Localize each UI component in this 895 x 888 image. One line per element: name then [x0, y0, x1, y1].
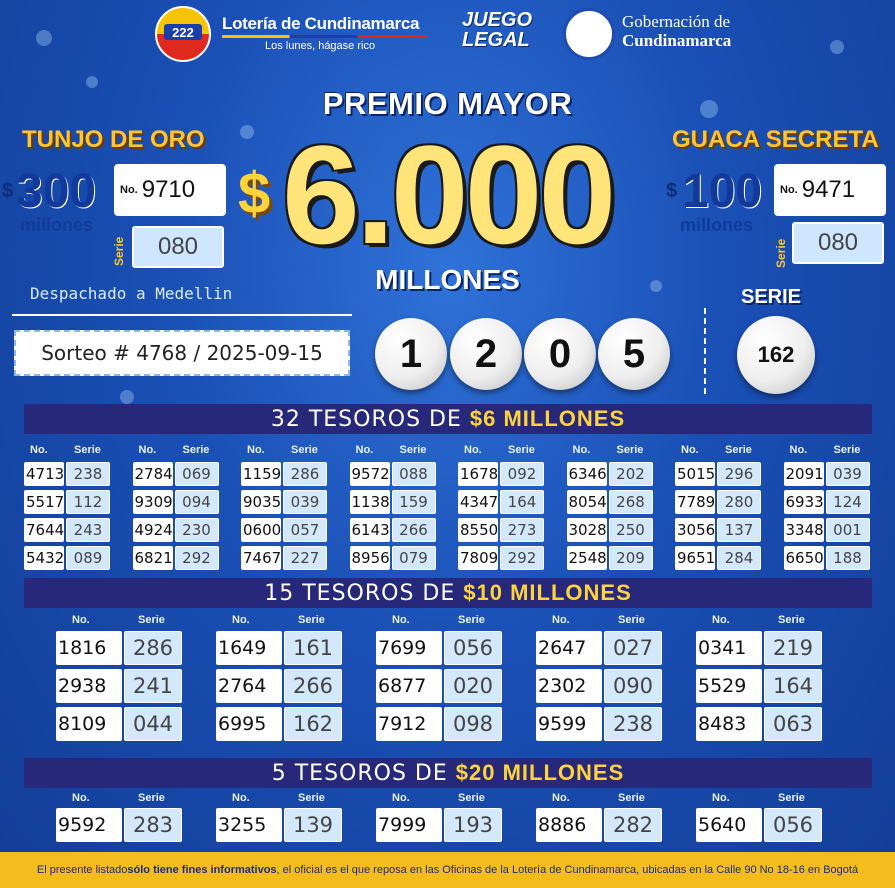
result-number: 3056: [675, 518, 715, 542]
result-serie: 039: [826, 462, 870, 486]
result-number: 7699: [376, 631, 442, 665]
result-number: 5015: [675, 462, 715, 486]
result-number: 6933: [784, 490, 824, 514]
tesoros-6-title: [24, 404, 872, 434]
result-serie: 292: [500, 546, 544, 570]
result-number: 1159: [241, 462, 281, 486]
result-number: 6650: [784, 546, 824, 570]
result-number: 2647: [536, 631, 602, 665]
loteria-name: Lotería de Cundinamarca: [222, 14, 420, 33]
result-number: 0600: [241, 518, 281, 542]
result-number: 2548: [567, 546, 607, 570]
result-serie: 286: [124, 631, 182, 665]
result-number: 5432: [24, 546, 64, 570]
result-serie: 057: [283, 518, 327, 542]
bokeh-light: [240, 125, 254, 139]
result-serie: 001: [826, 518, 870, 542]
result-number: 3348: [784, 518, 824, 542]
flag-stripe: [222, 35, 427, 38]
winning-digit-ball: 5: [598, 318, 670, 390]
result-number: 7999: [376, 808, 442, 842]
result-serie: 243: [66, 518, 110, 542]
result-number: 7467: [241, 546, 281, 570]
result-serie: 159: [392, 490, 436, 514]
footer-disclaimer: [0, 852, 895, 888]
divider: [12, 314, 352, 316]
tesoros-10-prefix: 15 TESOROS DE: [264, 581, 464, 606]
result-number: 8054: [567, 490, 607, 514]
column-header-no: No.: [552, 792, 570, 804]
column-header-serie: Serie: [298, 792, 325, 804]
result-number: 3255: [216, 808, 282, 842]
result-serie: 219: [764, 631, 822, 665]
result-number: 1649: [216, 631, 282, 665]
result-serie: 164: [500, 490, 544, 514]
result-serie: 292: [175, 546, 219, 570]
column-header-serie: Serie: [778, 614, 805, 626]
result-serie: 056: [444, 631, 502, 665]
tesoros-20-amount: $20 MILLONES: [455, 760, 625, 785]
tesoros-20-title: [24, 758, 872, 788]
result-serie: 283: [124, 808, 182, 842]
guaca-number: 9471: [801, 176, 856, 203]
column-header-serie: Serie: [616, 444, 644, 456]
column-header-no: No.: [30, 444, 48, 456]
result-serie: 280: [717, 490, 761, 514]
svg-text:222: 222: [172, 25, 194, 40]
column-header-no: No.: [464, 444, 482, 456]
result-serie: 241: [124, 669, 182, 703]
gobernacion-text: [622, 12, 731, 50]
column-header-no: No.: [572, 444, 591, 456]
result-number: 6995: [216, 707, 282, 741]
result-serie: 090: [604, 669, 662, 703]
tesoros-6-amount: $6 MILLONES: [469, 406, 626, 431]
column-header-serie: Serie: [618, 792, 645, 804]
result-number: 9309: [133, 490, 173, 514]
tunjo-number-box: [114, 164, 226, 216]
result-serie: 089: [66, 546, 110, 570]
result-number: 9035: [241, 490, 281, 514]
result-number: 1678: [458, 462, 498, 486]
column-header-no: No.: [247, 444, 265, 456]
result-serie: 056: [764, 808, 822, 842]
result-number: 9651: [675, 546, 715, 570]
result-serie: 266: [284, 669, 342, 703]
juego-legal-text: JUEGO LEGAL: [462, 9, 533, 51]
guaca-amount: 100: [682, 165, 763, 218]
result-number: 0341: [696, 631, 762, 665]
result-number: 4924: [133, 518, 173, 542]
result-number: 7644: [24, 518, 64, 542]
result-serie: 238: [66, 462, 110, 486]
result-serie: 094: [175, 490, 219, 514]
sorteo-box: Sorteo # 4768 / 2025-09-15: [14, 330, 350, 376]
premio-mayor-unit: MILLONES: [375, 264, 520, 295]
column-header-serie: Serie: [298, 614, 325, 626]
result-number: 1138: [350, 490, 390, 514]
result-number: 7809: [458, 546, 498, 570]
result-serie: 202: [609, 462, 653, 486]
result-serie: 193: [444, 808, 502, 842]
result-number: 7912: [376, 707, 442, 741]
result-serie: 088: [392, 462, 436, 486]
result-serie: 161: [284, 631, 342, 665]
guaca-title: GUACA SECRETA: [672, 126, 879, 153]
guaca-serie-label: Serie: [774, 238, 788, 268]
tunjo-currency: $: [2, 180, 14, 202]
column-header-serie: Serie: [833, 444, 861, 456]
premio-mayor-currency: $: [238, 161, 271, 226]
column-header-no: No.: [681, 444, 699, 456]
result-serie: 250: [609, 518, 653, 542]
result-serie: 027: [604, 631, 662, 665]
result-serie: 063: [764, 707, 822, 741]
column-header-no: No.: [712, 792, 730, 804]
result-number: 4347: [458, 490, 498, 514]
result-serie: 188: [826, 546, 870, 570]
result-serie: 296: [717, 462, 761, 486]
result-number: 5529: [696, 669, 762, 703]
result-number: 3028: [567, 518, 607, 542]
footer-part1: El presente listado: [36, 864, 128, 876]
result-number: 8483: [696, 707, 762, 741]
tesoros-20-prefix: 5 TESOROS DE: [271, 761, 456, 786]
result-serie: 238: [604, 707, 662, 741]
loteria-logo-icon: [150, 6, 216, 62]
result-serie: 112: [66, 490, 110, 514]
result-serie: 209: [609, 546, 653, 570]
result-number: 2938: [56, 669, 122, 703]
column-header-serie: Serie: [138, 614, 165, 626]
result-serie: 164: [764, 669, 822, 703]
column-header-no: No.: [138, 444, 157, 456]
despachado-text: Despachado a Medellin: [30, 284, 233, 303]
tunjo-no-label: No.: [120, 184, 138, 196]
result-number: 6821: [133, 546, 173, 570]
result-number: 6346: [567, 462, 607, 486]
column-header-serie: Serie: [458, 792, 485, 804]
result-number: 2302: [536, 669, 602, 703]
winning-digit-ball: 1: [375, 318, 447, 390]
result-serie: 020: [444, 669, 502, 703]
result-serie: 069: [175, 462, 219, 486]
guaca-currency: $: [666, 180, 678, 202]
column-header-serie: Serie: [182, 444, 210, 456]
gobernacion-seal-icon: [563, 8, 615, 60]
result-number: 2784: [133, 462, 173, 486]
header: [0, 4, 895, 60]
gobernacion-line1: Gobernación de: [622, 12, 731, 31]
juego-legal-logo: [462, 10, 532, 50]
winning-digit-ball: 0: [524, 318, 596, 390]
tesoros-6-prefix: 32 TESOROS DE: [270, 407, 470, 432]
result-serie: 137: [717, 518, 761, 542]
result-number: 7789: [675, 490, 715, 514]
result-serie: 227: [283, 546, 327, 570]
column-header-serie: Serie: [618, 614, 645, 626]
result-serie: 124: [826, 490, 870, 514]
result-serie: 273: [500, 518, 544, 542]
column-header-no: No.: [72, 614, 90, 626]
column-header-no: No.: [712, 614, 730, 626]
winning-serie-ball: 162: [737, 316, 815, 394]
result-number: 6143: [350, 518, 390, 542]
tunjo-serie: 080: [132, 226, 224, 268]
tesoros-10-title: [24, 578, 872, 608]
result-serie: 139: [284, 808, 342, 842]
result-number: 9592: [56, 808, 122, 842]
result-serie: 162: [284, 707, 342, 741]
winning-digit-ball: 2: [450, 318, 522, 390]
guaca-serie: 080: [792, 222, 884, 264]
winning-serie-title: SERIE: [741, 286, 802, 308]
loteria-slogan: Los lunes, hágase rico: [265, 40, 376, 52]
result-number: 6877: [376, 669, 442, 703]
result-number: 2764: [216, 669, 282, 703]
footer-part2: , el oficial es el que reposa en las Oficinas de la Lotería de Cundinamarca, ubicadas en la Calle 90 No 18-16 en Bogotá: [276, 864, 859, 876]
column-header-no: No.: [232, 792, 250, 804]
gobernacion-line2: Cundinamarca: [622, 31, 732, 50]
column-header-no: No.: [232, 614, 250, 626]
result-number: 8109: [56, 707, 122, 741]
tesoros-10-amount: $10 MILLONES: [463, 580, 632, 605]
tunjo-title: TUNJO DE ORO: [22, 126, 205, 153]
result-serie: 039: [283, 490, 327, 514]
column-header-serie: Serie: [74, 444, 101, 456]
tunjo-unit: millones: [20, 215, 94, 235]
tunjo-amount: 300: [16, 165, 97, 218]
result-serie: 268: [609, 490, 653, 514]
column-header-no: No.: [392, 614, 410, 626]
result-number: 4713: [24, 462, 64, 486]
bokeh-light: [120, 390, 134, 404]
result-serie: 079: [392, 546, 436, 570]
column-header-no: No.: [72, 792, 90, 804]
column-header-serie: Serie: [458, 614, 485, 626]
column-header-no: No.: [552, 614, 570, 626]
result-number: 1816: [56, 631, 122, 665]
footer-bold: sólo tiene fines informativos: [127, 864, 277, 876]
result-number: 2091: [784, 462, 824, 486]
column-header-serie: Serie: [291, 444, 318, 456]
result-number: 8956: [350, 546, 390, 570]
guaca-number-box: [774, 164, 886, 216]
tunjo-serie-label: Serie: [112, 236, 126, 266]
result-serie: 098: [444, 707, 502, 741]
premio-mayor-amount: 6.000: [282, 116, 613, 273]
premio-mayor-title: PREMIO MAYOR: [322, 86, 573, 121]
column-header-no: No.: [392, 792, 410, 804]
column-header-serie: Serie: [138, 792, 165, 804]
tunjo-number: 9710: [141, 176, 196, 203]
column-header-serie: Serie: [508, 444, 535, 456]
result-number: 5517: [24, 490, 64, 514]
result-number: 9599: [536, 707, 602, 741]
guaca-no-label: No.: [780, 184, 798, 196]
column-header-serie: Serie: [725, 444, 752, 456]
result-serie: 044: [124, 707, 182, 741]
column-header-no: No.: [355, 444, 374, 456]
result-number: 9572: [350, 462, 390, 486]
result-number: 5640: [696, 808, 762, 842]
result-serie: 092: [500, 462, 544, 486]
guaca-unit: millones: [680, 215, 754, 235]
divider: [704, 308, 706, 394]
column-header-no: No.: [789, 444, 808, 456]
result-number: 8550: [458, 518, 498, 542]
column-header-serie: Serie: [778, 792, 805, 804]
result-serie: 230: [175, 518, 219, 542]
result-serie: 284: [717, 546, 761, 570]
result-number: 8886: [536, 808, 602, 842]
result-serie: 266: [392, 518, 436, 542]
result-serie: 286: [283, 462, 327, 486]
column-header-serie: Serie: [399, 444, 427, 456]
result-serie: 282: [604, 808, 662, 842]
